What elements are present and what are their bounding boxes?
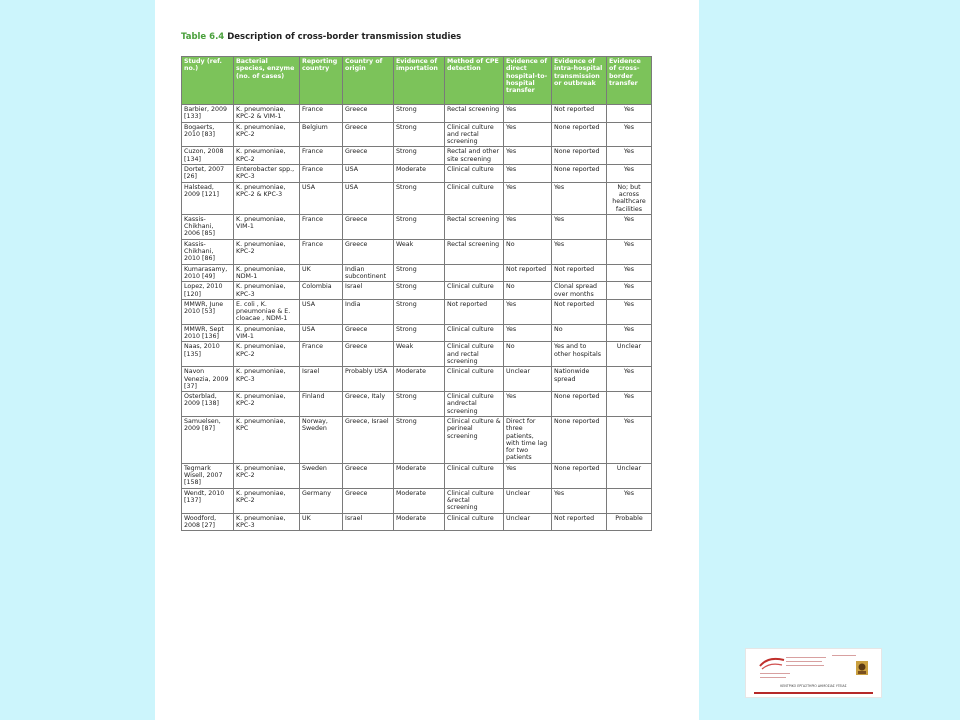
table-cell: Belgium: [300, 122, 343, 147]
table-cell: UK: [300, 264, 343, 282]
table-cell: Unclear: [504, 513, 552, 531]
table-row: [182, 214, 652, 239]
table-cell: Strong: [394, 182, 445, 214]
table-cell: Not reported: [552, 105, 607, 123]
table-cell: Israel: [343, 282, 394, 300]
table-cell: Finland: [300, 392, 343, 417]
table-cell: Moderate: [394, 488, 445, 513]
table-cell: Samuelsen, 2009 [87]: [182, 416, 234, 463]
table-cell: Yes: [552, 239, 607, 264]
table-cell: Greece: [343, 239, 394, 264]
table-cell: None reported: [552, 463, 607, 488]
logo-mark-icon: [758, 654, 786, 672]
table-cell: Dortet, 2007 [26]: [182, 165, 234, 183]
table-cell: MMWR, Sept 2010 [136]: [182, 324, 234, 342]
table-cell: Unclear: [504, 488, 552, 513]
table-cell: Woodford, 2008 [27]: [182, 513, 234, 531]
table-title: [181, 32, 461, 42]
table-cell: Cuzon, 2008 [134]: [182, 147, 234, 165]
table-cell: Germany: [300, 488, 343, 513]
table-cell: Clinical culture: [445, 367, 504, 392]
institution-logo: [745, 648, 882, 698]
table-row: [182, 513, 652, 531]
table-cell: Strong: [394, 299, 445, 324]
table-cell: Yes: [607, 324, 652, 342]
table-cell: Yes: [552, 488, 607, 513]
table-cell: Rectal screening: [445, 239, 504, 264]
table-cell: Barbier, 2009 [133]: [182, 105, 234, 123]
table-cell: Greece: [343, 214, 394, 239]
emblem-icon: [853, 659, 871, 677]
table-row: [182, 165, 652, 183]
table-cell: Lopez, 2010 [120]: [182, 282, 234, 300]
table-cell: Nationwide spread: [552, 367, 607, 392]
table-cell: Strong: [394, 105, 445, 123]
table-cell: Yes: [607, 299, 652, 324]
table-cell: Yes: [607, 416, 652, 463]
table-cell: Greece: [343, 122, 394, 147]
table-cell: K. pneumoniae, KPC-2: [234, 239, 300, 264]
table-header-row: [182, 57, 652, 105]
table-cell: Clinical culture: [445, 182, 504, 214]
table-cell: Clinical culture: [445, 324, 504, 342]
table-cell: Yes: [504, 105, 552, 123]
table-cell: Yes: [607, 214, 652, 239]
table-number: Table 6.4: [181, 32, 225, 42]
table-cell: K. pneumoniae, NDM-1: [234, 264, 300, 282]
table-cell: Greece: [343, 463, 394, 488]
column-header: Study (ref. no.): [182, 57, 234, 105]
column-header: Evidence of cross-border transfer: [607, 57, 652, 105]
table-cell: Yes: [504, 165, 552, 183]
table-cell: Strong: [394, 416, 445, 463]
table-cell: Kassis-Chikhani, 2010 [86]: [182, 239, 234, 264]
table-cell: USA: [343, 165, 394, 183]
table-cell: Yes: [552, 214, 607, 239]
table-cell: Colombia: [300, 282, 343, 300]
table-row: [182, 122, 652, 147]
table-row: [182, 282, 652, 300]
table-cell: Yes: [504, 392, 552, 417]
table-cell: France: [300, 147, 343, 165]
table-cell: Clinical culture & perineal screening: [445, 416, 504, 463]
table-cell: France: [300, 342, 343, 367]
table-cell: No: [504, 282, 552, 300]
logo-caption: ΚΕΝΤΡΙΚΟ ΕΡΓΑΣΤΗΡΙΟ ΔΗΜΟΣΙΑΣ ΥΓΕΙΑΣ: [780, 684, 847, 688]
column-header: Reporting country: [300, 57, 343, 105]
table-cell: Clonal spread over months: [552, 282, 607, 300]
table-row: [182, 324, 652, 342]
table-cell: K. pneumoniae, KPC: [234, 416, 300, 463]
table-cell: Not reported: [552, 264, 607, 282]
table-cell: Yes: [607, 264, 652, 282]
table-cell: Clinical culture andrectal screening: [445, 392, 504, 417]
table-cell: Moderate: [394, 463, 445, 488]
table-cell: Indian subcontinent: [343, 264, 394, 282]
table-cell: Yes: [504, 214, 552, 239]
table-cell: None reported: [552, 392, 607, 417]
table-cell: Yes and to other hospitals: [552, 342, 607, 367]
table-cell: Greece: [343, 105, 394, 123]
table-cell: K. pneumoniae, KPC-3: [234, 367, 300, 392]
table-body: [182, 105, 652, 531]
table-cell: USA: [300, 324, 343, 342]
table-cell: K. pneumoniae, VIM-1: [234, 214, 300, 239]
table-row: [182, 367, 652, 392]
table-cell: USA: [300, 182, 343, 214]
table-cell: Strong: [394, 282, 445, 300]
table-row: [182, 239, 652, 264]
table-cell: Greece: [343, 324, 394, 342]
table-row: [182, 463, 652, 488]
column-header: Evidence of importation: [394, 57, 445, 105]
table-cell: K. pneumoniae, KPC-2: [234, 488, 300, 513]
table-cell: Sweden: [300, 463, 343, 488]
table-row: [182, 105, 652, 123]
table-cell: Moderate: [394, 513, 445, 531]
table-cell: France: [300, 214, 343, 239]
table-cell: Yes: [607, 105, 652, 123]
table-cell: Greece: [343, 342, 394, 367]
table-cell: Greece: [343, 488, 394, 513]
table-cell: K. pneumoniae, KPC-3: [234, 513, 300, 531]
table-cell: Unclear: [607, 463, 652, 488]
table-cell: K. pneumoniae, KPC-2 & VIM-1: [234, 105, 300, 123]
table-cell: Tegmark Wisell, 2007 [158]: [182, 463, 234, 488]
table-cell: Rectal and other site screening: [445, 147, 504, 165]
table-row: [182, 488, 652, 513]
table-row: [182, 416, 652, 463]
table-row: [182, 392, 652, 417]
table-cell: Direct for three patients, with time lag for two patients: [504, 416, 552, 463]
table-cell: Not reported: [552, 299, 607, 324]
table-cell: Yes: [504, 122, 552, 147]
table-cell: Yes: [504, 463, 552, 488]
table-cell: No: [552, 324, 607, 342]
table-cell: USA: [300, 299, 343, 324]
table-cell: Unclear: [504, 367, 552, 392]
table-cell: Strong: [394, 147, 445, 165]
table-cell: India: [343, 299, 394, 324]
table-cell: No; but across healthcare facilities: [607, 182, 652, 214]
table-row: [182, 147, 652, 165]
table-cell: USA: [343, 182, 394, 214]
column-header: Bacterial species, enzyme (no. of cases): [234, 57, 300, 105]
table-cell: Kumarasamy, 2010 [49]: [182, 264, 234, 282]
column-header: Method of CPE detection: [445, 57, 504, 105]
table-cell: K. pneumoniae, KPC-2 & KPC-3: [234, 182, 300, 214]
table-cell: K. pneumoniae, KPC-2: [234, 392, 300, 417]
table-cell: Rectal screening: [445, 214, 504, 239]
table-cell: Yes: [504, 147, 552, 165]
table-cell: Norway, Sweden: [300, 416, 343, 463]
table-cell: K. pneumoniae, KPC-2: [234, 147, 300, 165]
table-row: [182, 342, 652, 367]
table-cell: K. pneumoniae, KPC-2: [234, 122, 300, 147]
table-cell: [445, 264, 504, 282]
table-cell: No: [504, 342, 552, 367]
table-cell: Yes: [607, 239, 652, 264]
table-cell: Yes: [607, 147, 652, 165]
table-cell: Yes: [504, 324, 552, 342]
document-page: [155, 0, 699, 720]
table-cell: Strong: [394, 264, 445, 282]
table-cell: Weak: [394, 342, 445, 367]
table-cell: K. pneumoniae, KPC-2: [234, 342, 300, 367]
table-cell: Yes: [607, 392, 652, 417]
table-title-text: Description of cross-border transmission studies: [227, 32, 462, 42]
table-cell: Israel: [300, 367, 343, 392]
table-cell: Clinical culture: [445, 165, 504, 183]
table-cell: K. pneumoniae, KPC-2: [234, 463, 300, 488]
table-cell: Probably USA: [343, 367, 394, 392]
transmission-studies-table: [181, 56, 652, 531]
table-cell: Yes: [607, 165, 652, 183]
table-cell: E. coli , K. pneumoniae & E. cloacae , NDM-1: [234, 299, 300, 324]
table-cell: Yes: [504, 299, 552, 324]
table-cell: Israel: [343, 513, 394, 531]
table-cell: Yes: [552, 182, 607, 214]
table-cell: None reported: [552, 122, 607, 147]
table-cell: No: [504, 239, 552, 264]
column-header: Evidence of intra-hospital transmission or outbreak: [552, 57, 607, 105]
table-cell: Strong: [394, 324, 445, 342]
column-header: Country of origin: [343, 57, 394, 105]
table-cell: Moderate: [394, 367, 445, 392]
column-header: Evidence of direct hospital-to-hospital transfer: [504, 57, 552, 105]
table-cell: France: [300, 105, 343, 123]
table-cell: Clinical culture and rectal screening: [445, 342, 504, 367]
table-cell: Halstead, 2009 [121]: [182, 182, 234, 214]
table-cell: Bogaerts, 2010 [83]: [182, 122, 234, 147]
table-cell: France: [300, 239, 343, 264]
table-cell: Yes: [504, 182, 552, 214]
table-cell: Navon Venezia, 2009 [37]: [182, 367, 234, 392]
table-cell: Moderate: [394, 165, 445, 183]
table-cell: Weak: [394, 239, 445, 264]
table-cell: Clinical culture &rectal screening: [445, 488, 504, 513]
table-cell: Kassis-Chikhani, 2006 [85]: [182, 214, 234, 239]
table-cell: Enterobacter spp., KPC-3: [234, 165, 300, 183]
table-cell: Yes: [607, 367, 652, 392]
table-cell: Greece, Italy: [343, 392, 394, 417]
table-row: [182, 182, 652, 214]
table-cell: Osterblad, 2009 [138]: [182, 392, 234, 417]
table-cell: Not reported: [552, 513, 607, 531]
table-cell: Clinical culture: [445, 463, 504, 488]
table-cell: Yes: [607, 282, 652, 300]
table-cell: Wendt, 2010 [137]: [182, 488, 234, 513]
table-cell: MMWR, June 2010 [53]: [182, 299, 234, 324]
table-cell: K. pneumoniae, KPC-3: [234, 282, 300, 300]
table-cell: Clinical culture: [445, 282, 504, 300]
table-cell: Strong: [394, 392, 445, 417]
table-cell: Unclear: [607, 342, 652, 367]
table-cell: Probable: [607, 513, 652, 531]
table-cell: France: [300, 165, 343, 183]
table-cell: None reported: [552, 165, 607, 183]
table-cell: Rectal screening: [445, 105, 504, 123]
table-cell: None reported: [552, 416, 607, 463]
table-row: [182, 264, 652, 282]
table-cell: None reported: [552, 147, 607, 165]
table-cell: UK: [300, 513, 343, 531]
table-cell: Not reported: [504, 264, 552, 282]
table-cell: Not reported: [445, 299, 504, 324]
table-cell: Strong: [394, 122, 445, 147]
table-cell: Yes: [607, 122, 652, 147]
logo-bar: [754, 692, 873, 694]
table-cell: Greece: [343, 147, 394, 165]
table-cell: Greece, Israel: [343, 416, 394, 463]
table-cell: K. pneumoniae, VIM-1: [234, 324, 300, 342]
table-cell: Clinical culture and rectal screening: [445, 122, 504, 147]
table-cell: Naas, 2010 [135]: [182, 342, 234, 367]
table-cell: Clinical culture: [445, 513, 504, 531]
table-row: [182, 299, 652, 324]
table-cell: Yes: [607, 488, 652, 513]
table-cell: Strong: [394, 214, 445, 239]
